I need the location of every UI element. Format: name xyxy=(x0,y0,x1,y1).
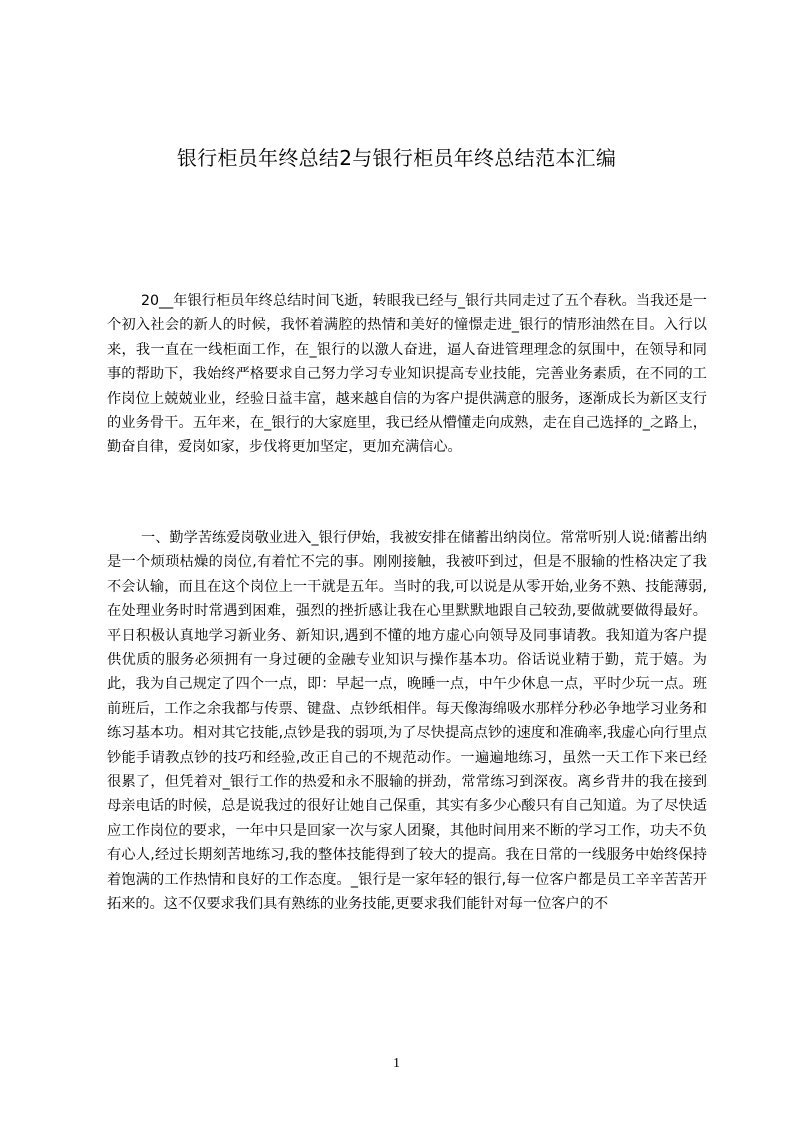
paragraph-section-one: 一、勤学苦练爱岗敬业进入_银行伊始，我被安排在储蓄出纳岗位。常常听别人说:储蓄出纳是一个烦琐枯燥的岗位,有着忙不完的事。刚刚接触，我被吓到过，但是不服输的性格决定了我不会认输，而且在这个岗位上一干就是五年。当时的我,可以说是从零开始,业务不熟、技能薄弱,在处理业务时时常遇到困难，强烈的挫折感让我在心里默默地跟自己较劲,要做就要做得最好。平日积极认真地学习新业务、新知识,遇到不懂的地方虚心向领导及同事请教。我知道为客户提供优质的服务必须拥有一身过硬的金融专业知识与操作基本功。俗话说业精于勤，荒于嬉。为此，我为自己规定了四个一点，即：早起一点，晚睡一点，中午少休息一点，平时少玩一点。班前班后，工作之余我都与传票、键盘、点钞纸相伴。每天像海绵吸水那样分秒必争地学习业务和练习基本功。相对其它技能,点钞是我的弱项,为了尽快提高点钞的速度和准确率,我虚心向行里点钞能手请教点钞的技巧和经验,改正自己的不规范动作。一遍遍地练习，虽然一天工作下来已经很累了，但凭着对_银行工作的热爱和永不服输的拼劲，常常练习到深夜。离乡背井的我在接到母亲电话的时候，总是说我过的很好让她自己保重，其实有多少心酸只有自己知道。为了尽快适应工作岗位的要求，一年中只是回家一次与家人团聚，其他时间用来不断的学习工作，功夫不负有心人,经过长期刻苦地练习,我的整体技能得到了较大的提高。我在日常的一线服务中始终保持着饱满的工作热情和良好的工作态度。_银行是一家年轻的银行,每一位客户都是员工辛辛苦苦开拓来的。这不仅要求我们具有熟练的业务技能,更要求我们能针对每一位客户的不 xyxy=(107,530,707,913)
paragraph-intro: 20__年银行柜员年终总结时间飞逝，转眼我已经与_银行共同走过了五个春秋。当我还是一个初入社会的新人的时候，我怀着满腔的热情和美好的憧憬走进_银行的情形油然在目。入行以来，我一直在一线柜面工作，在_银行的以激人奋进，逼人奋进管理理念的氛围中，在领导和同事的帮助下，我始终严格要求自己努力学习专业知识提高专业技能，完善业务素质，在不同的工作岗位上兢兢业业，经验日益丰富，越来越自信的为客户提供满意的服务，逐渐成长为新区支行的业务骨干。五年来，在_银行的大家庭里，我已经从懵懂走向成熟，走在自己选择的_之路上，勤奋自律，爱岗如家，步伐将更加坚定，更加充满信心。 xyxy=(107,293,707,456)
document-title: 银行柜员年终总结2与银行柜员年终总结范本汇编 xyxy=(176,146,617,170)
page-number: 1 xyxy=(393,1056,400,1071)
